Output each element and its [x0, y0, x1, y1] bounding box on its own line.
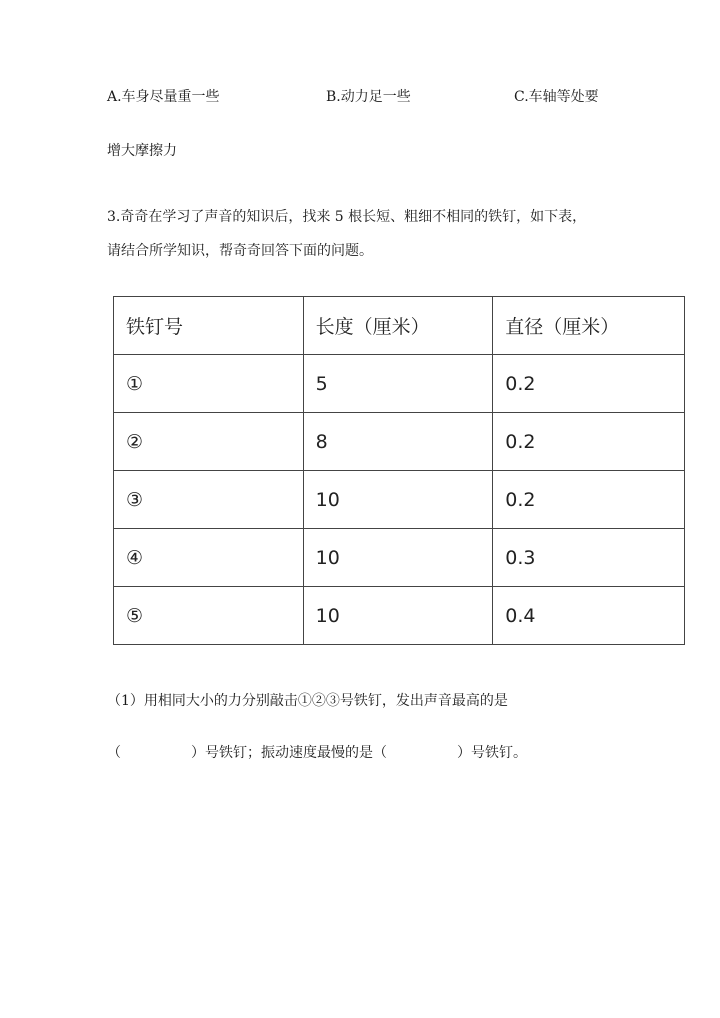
cell-diameter: 0.2 [493, 471, 685, 529]
cell-length: 10 [303, 471, 493, 529]
option-c-continued: 增大摩擦力 [107, 143, 177, 159]
table-row [114, 413, 685, 471]
cell-diameter: 0.2 [493, 413, 685, 471]
cell-length: 10 [303, 587, 493, 645]
cell-length: 5 [303, 355, 493, 413]
cell-nail-number: ② [114, 413, 304, 471]
sub-question-1-line-1: （1）用相同大小的力分别敲击①②③号铁钉，发出声音最高的是 [107, 693, 508, 709]
cell-length: 8 [303, 413, 493, 471]
close-text: ）号铁钉。 [457, 745, 527, 761]
table-row [114, 355, 685, 413]
option-c: C.车轴等处要 [514, 89, 599, 105]
cell-diameter: 0.4 [493, 587, 685, 645]
cell-diameter: 0.2 [493, 355, 685, 413]
table-header-row [114, 297, 685, 355]
sub-question-1-line-2 [107, 744, 527, 762]
header-diameter: 直径（厘米） [493, 297, 685, 355]
cell-diameter: 0.3 [493, 529, 685, 587]
table-row [114, 471, 685, 529]
header-length: 长度（厘米） [303, 297, 493, 355]
option-a: A.车身尽量重一些 [107, 89, 220, 105]
open-paren: （ [107, 745, 121, 761]
cell-nail-number: ③ [114, 471, 304, 529]
cell-nail-number: ④ [114, 529, 304, 587]
nail-table [113, 296, 685, 645]
question-3-line-1: 3.奇奇在学习了声音的知识后，找来 5 根长短、粗细不相同的铁钉，如下表， [107, 209, 587, 225]
table-row [114, 529, 685, 587]
cell-nail-number: ① [114, 355, 304, 413]
question-3-line-2: 请结合所学知识，帮奇奇回答下面的问题。 [107, 243, 373, 259]
cell-nail-number: ⑤ [114, 587, 304, 645]
table-row [114, 587, 685, 645]
cell-length: 10 [303, 529, 493, 587]
header-nail-number: 铁钉号 [114, 297, 304, 355]
option-b: B.动力足一些 [326, 89, 411, 105]
answer-mid-text: ）号铁钉；振动速度最慢的是（ [191, 745, 387, 761]
